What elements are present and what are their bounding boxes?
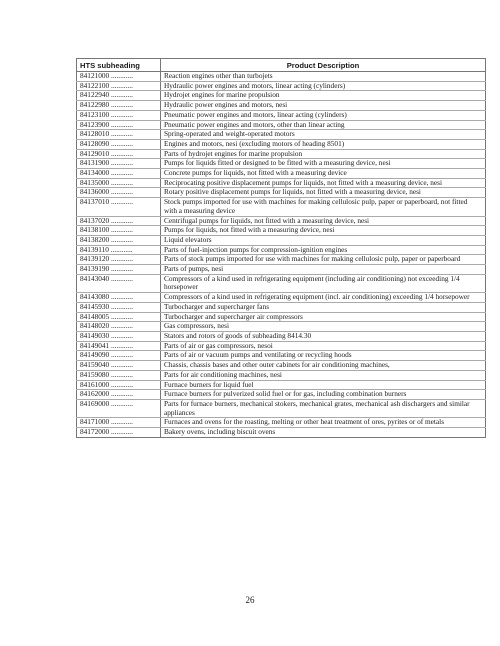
- hts-code-cell: 84131900 ............: [77, 159, 161, 169]
- hts-code-cell: 84137020 ............: [77, 216, 161, 226]
- product-description-cell: Chassis, chassis bases and other outer cabinets for air conditioning machines,: [161, 361, 486, 371]
- table-row: [77, 235, 486, 245]
- hts-code-cell: 84169000 ............: [77, 399, 161, 417]
- product-description-cell: Engines and motors, nesi (excluding motors of heading 8501): [161, 139, 486, 149]
- table-row: [77, 322, 486, 332]
- product-description-cell: Rotary positive displacement pumps for liquids, not fitted with a measuring device, nesi: [161, 188, 486, 198]
- product-description-cell: Gas compressors, nesi: [161, 322, 486, 332]
- product-description-cell: Pneumatic power engines and motors, other than linear acting: [161, 120, 486, 130]
- table-row: [77, 139, 486, 149]
- product-description-cell: Pumps for liquids, not fitted with a measuring device, nesi: [161, 226, 486, 236]
- hts-code-cell: 84149030 ............: [77, 331, 161, 341]
- hts-code-cell: 84172000 ............: [77, 428, 161, 438]
- product-description-cell: Hydraulic power engines and motors, linear acting (cylinders): [161, 81, 486, 91]
- product-description-cell: Parts for furnace burners, mechanical stokers, mechanical grates, mechanical ash dischargers and similar appliances: [161, 399, 486, 417]
- hts-code-cell: 84122980 ............: [77, 101, 161, 111]
- table-row: [77, 399, 486, 417]
- product-description-cell: Furnaces and ovens for the roasting, melting or other heat treatment of ores, pyrites or of metals: [161, 418, 486, 428]
- hts-code-cell: 84128090 ............: [77, 139, 161, 149]
- table-row: [77, 380, 486, 390]
- hts-code-cell: 84128010 ............: [77, 130, 161, 140]
- product-description-cell: Liquid elevators: [161, 235, 486, 245]
- hts-code-cell: 84122940 ............: [77, 91, 161, 101]
- table-row: [77, 351, 486, 361]
- column-header-hts-subheading: HTS subheading: [77, 59, 161, 72]
- table-row: [77, 178, 486, 188]
- hts-code-cell: 84139120 ............: [77, 255, 161, 265]
- hts-code-cell: 84149090 ............: [77, 351, 161, 361]
- product-description-cell: Turbocharger and supercharger air compressors: [161, 312, 486, 322]
- table-row: [77, 361, 486, 371]
- hts-code-cell: 84143040 ............: [77, 274, 161, 292]
- product-description-cell: Compressors of a kind used in refrigerating equipment (including air conditioning) not exceeding 1/4 horsepower: [161, 274, 486, 292]
- hts-code-cell: 84135000 ............: [77, 178, 161, 188]
- hts-code-cell: 84139190 ............: [77, 265, 161, 275]
- product-description-cell: Parts of fuel-injection pumps for compression-ignition engines: [161, 245, 486, 255]
- table-body: [77, 72, 486, 438]
- product-description-cell: Spring-operated and weight-operated motors: [161, 130, 486, 140]
- product-description-cell: Hydraulic power engines and motors, nesi: [161, 101, 486, 111]
- hts-code-cell: 84138200 ............: [77, 235, 161, 245]
- product-description-cell: Turbocharger and supercharger fans: [161, 302, 486, 312]
- table-header-row: [77, 59, 486, 72]
- product-description-cell: Parts of pumps, nesi: [161, 265, 486, 275]
- table-row: [77, 428, 486, 438]
- product-description-cell: Reciprocating positive displacement pumps for liquids, not fitted with a measuring device, nesi: [161, 178, 486, 188]
- table-row: [77, 293, 486, 303]
- product-description-cell: Furnace burners for liquid fuel: [161, 380, 486, 390]
- hts-code-cell: 84159040 ............: [77, 361, 161, 371]
- table-row: [77, 130, 486, 140]
- product-description-cell: Parts of air or gas compressors, nesoi: [161, 341, 486, 351]
- table-row: [77, 188, 486, 198]
- table-row: [77, 370, 486, 380]
- table-row: [77, 198, 486, 216]
- product-description-cell: Bakery ovens, including biscuit ovens: [161, 428, 486, 438]
- table-row: [77, 72, 486, 82]
- hts-code-cell: 84162000 ............: [77, 390, 161, 400]
- table-row: [77, 216, 486, 226]
- table-row: [77, 245, 486, 255]
- hts-code-cell: 84149041 ............: [77, 341, 161, 351]
- hts-code-cell: 84134000 ............: [77, 169, 161, 179]
- hts-table-container: [76, 58, 485, 438]
- hts-code-cell: 84123900 ............: [77, 120, 161, 130]
- hts-code-cell: 84136000 ............: [77, 188, 161, 198]
- hts-code-cell: 84159080 ............: [77, 370, 161, 380]
- product-description-cell: Stock pumps imported for use with machines for making cellulosic pulp, paper or paperboard, not fitted with a measuring device: [161, 198, 486, 216]
- hts-code-cell: 84137010 ............: [77, 198, 161, 216]
- product-description-cell: Concrete pumps for liquids, not fitted with a measuring device: [161, 169, 486, 179]
- hts-table: [76, 58, 486, 438]
- product-description-cell: Pneumatic power engines and motors, linear acting (cylinders): [161, 110, 486, 120]
- page-number: 26: [245, 595, 255, 605]
- table-row: [77, 101, 486, 111]
- hts-code-cell: 84138100 ............: [77, 226, 161, 236]
- product-description-cell: Parts of stock pumps imported for use with machines for making cellulosic pulp, paper or paperboard: [161, 255, 486, 265]
- hts-code-cell: 84148005 ............: [77, 312, 161, 322]
- table-row: [77, 81, 486, 91]
- product-description-cell: Parts of hydrojet engines for marine propulsion: [161, 149, 486, 159]
- table-row: [77, 149, 486, 159]
- column-header-product-description: Product Description: [161, 59, 486, 72]
- table-row: [77, 120, 486, 130]
- hts-code-cell: 84148020 ............: [77, 322, 161, 332]
- table-row: [77, 159, 486, 169]
- hts-code-cell: 84145930 ............: [77, 302, 161, 312]
- table-row: [77, 302, 486, 312]
- hts-code-cell: 84122100 ............: [77, 81, 161, 91]
- hts-code-cell: 84121000 ............: [77, 72, 161, 82]
- table-row: [77, 255, 486, 265]
- table-row: [77, 91, 486, 101]
- table-row: [77, 390, 486, 400]
- hts-code-cell: 84139110 ............: [77, 245, 161, 255]
- product-description-cell: Stators and rotors of goods of subheading 8414.30: [161, 331, 486, 341]
- product-description-cell: Hydrojet engines for marine propulsion: [161, 91, 486, 101]
- product-description-cell: Centrifugal pumps for liquids, not fitted with a measuring device, nesi: [161, 216, 486, 226]
- product-description-cell: Parts for air conditioning machines, nesi: [161, 370, 486, 380]
- product-description-cell: Parts of air or vacuum pumps and ventilating or recycling hoods: [161, 351, 486, 361]
- table-row: [77, 169, 486, 179]
- product-description-cell: Compressors of a kind used in refrigerating equipment (incl. air conditioning) exceeding 1/4 horsepower: [161, 293, 486, 303]
- product-description-cell: Pumps for liquids fitted or designed to be fitted with a measuring device, nesi: [161, 159, 486, 169]
- table-row: [77, 418, 486, 428]
- hts-code-cell: 84171000 ............: [77, 418, 161, 428]
- table-row: [77, 331, 486, 341]
- table-row: [77, 312, 486, 322]
- table-row: [77, 274, 486, 292]
- table-row: [77, 226, 486, 236]
- table-row: [77, 265, 486, 275]
- table-row: [77, 341, 486, 351]
- hts-code-cell: 84143080 ............: [77, 293, 161, 303]
- hts-code-cell: 84123100 ............: [77, 110, 161, 120]
- hts-code-cell: 84129010 ............: [77, 149, 161, 159]
- product-description-cell: Reaction engines other than turbojets: [161, 72, 486, 82]
- table-row: [77, 110, 486, 120]
- product-description-cell: Furnace burners for pulverized solid fuel or for gas, including combination burners: [161, 390, 486, 400]
- hts-code-cell: 84161000 ............: [77, 380, 161, 390]
